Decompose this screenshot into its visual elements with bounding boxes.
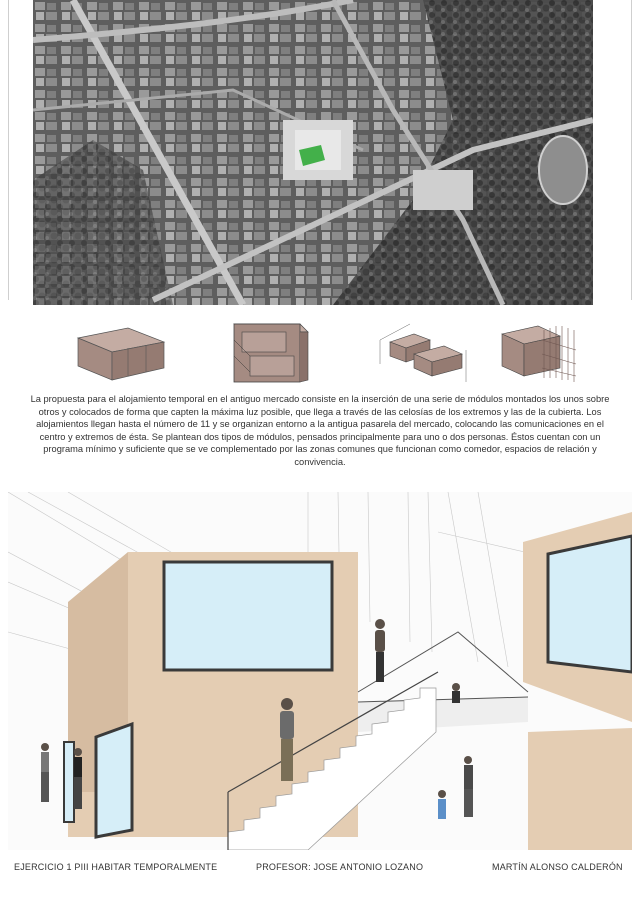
project-description: La propuesta para el alojamiento temporal en el antiguo mercado consiste en la inserción de una serie de módulos montados los unos sobre otros y colocados de forma que capten la máxima luz posible, que llega a través de las celosías de los extremos y las de la cubierta. Los alojamientos llegan hasta el número de 11 y se organizan entorno a la antigua pasarela del mercado, colocando las comunicaciones en el centro y extremos de ésta. Se plantean dos tipos de módulos, pensados principalmente para uno o dos personas. Éstos cuentan con un programa mínimo y suficiente que se ve complementado por las zonas comunes que funcionan como comedor, espacios de relación y convivencia. (30, 394, 610, 467)
right-frame-line (631, 0, 632, 300)
volume-diagram (60, 320, 170, 386)
aerial-photo-image (33, 0, 593, 305)
volume-diagrams (60, 320, 580, 390)
volume-diagram (498, 320, 608, 386)
footer (0, 862, 640, 880)
volume-diagram (220, 320, 330, 386)
author-name: MARTÍN ALONSO CALDERÓN (492, 862, 623, 872)
volume-diagram (370, 320, 480, 386)
professor-name: PROFESOR: JOSE ANTONIO LOZANO (256, 862, 424, 872)
aerial-photo (33, 0, 593, 305)
left-frame-line (8, 0, 9, 300)
interior-render (8, 492, 632, 850)
exercise-title: EJERCICIO 1 PIII HABITAR TEMPORALMENTE (14, 862, 218, 872)
interior-render-image (8, 492, 632, 850)
